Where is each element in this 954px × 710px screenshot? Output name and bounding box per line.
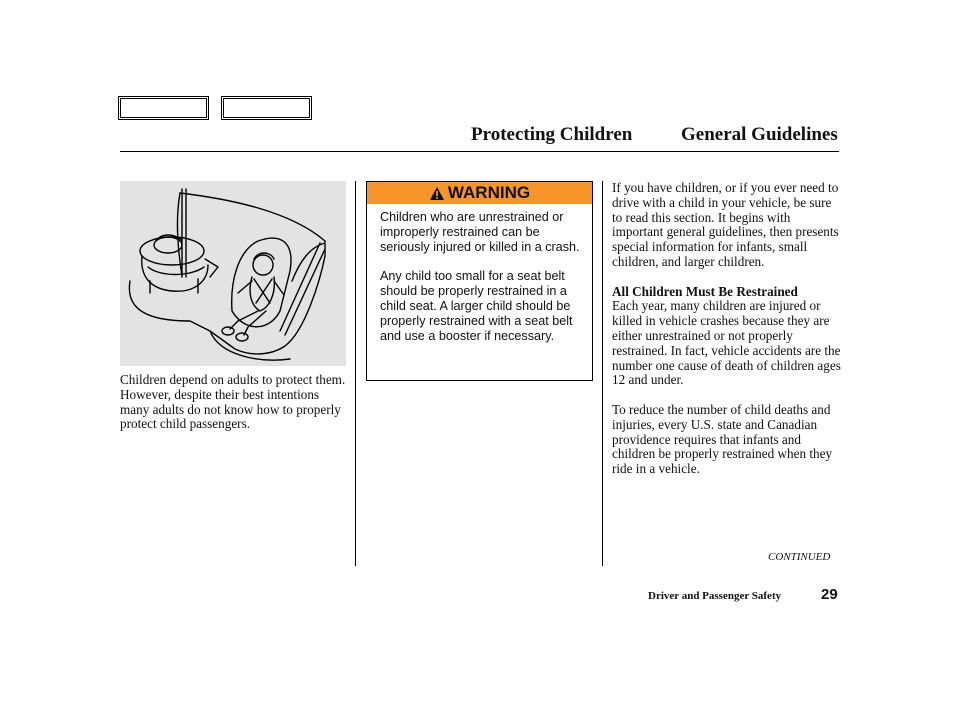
continued-label: CONTINUED bbox=[768, 551, 831, 563]
section-intro: If you have children, or if you ever need to drive with a child in your vehicle, be sure to read this section. It begins with important general guidelines, then presents special information for infants, small children, and larger children. bbox=[612, 180, 839, 269]
warning-label: WARNING bbox=[447, 183, 531, 202]
restraint-paragraph: Each year, many children are injured or killed in vehicle crashes because they are either unrestrained or not properly restrained. In fact, vehicle accidents are the number one cause of death of children ages 12 and under. bbox=[612, 298, 841, 388]
law-paragraph: To reduce the number of child deaths and injuries, every U.S. state and Canadian providence requires that infants and children be properly restrained when they ride in a vehicle. bbox=[612, 401, 833, 477]
warning-box bbox=[366, 181, 593, 381]
intro-paragraph: Children depend on adults to protect them. However, despite their best intentions many adults do not know how to properly protect child passengers. bbox=[120, 372, 346, 432]
header-rule bbox=[120, 151, 839, 152]
footer-section: Driver and Passenger Safety bbox=[648, 590, 782, 602]
warning-triangle-icon bbox=[429, 186, 445, 201]
child-seat-illustration bbox=[120, 181, 346, 366]
page-title: General Guidelines bbox=[681, 124, 838, 145]
nav-tab-1[interactable] bbox=[118, 96, 209, 120]
right-column bbox=[612, 181, 842, 492]
nav-tab-2[interactable] bbox=[221, 96, 312, 120]
column-divider-left bbox=[355, 181, 356, 566]
section-heading: Protecting Children bbox=[471, 124, 633, 145]
warning-text bbox=[367, 204, 592, 343]
page-number: 29 bbox=[821, 586, 838, 603]
warning-paragraph-2: Any child too small for a seat belt should be properly restrained in a child seat. A larger child should be properly restrained with a seat belt and use a booster if necessary. bbox=[380, 269, 573, 343]
warning-paragraph-1: Children who are unrestrained or improperly restrained can be seriously injured or killed in a crash. bbox=[380, 210, 580, 254]
column-divider-right bbox=[602, 181, 603, 566]
subheading: All Children Must Be Restrained bbox=[612, 283, 798, 299]
warning-header bbox=[367, 182, 592, 204]
